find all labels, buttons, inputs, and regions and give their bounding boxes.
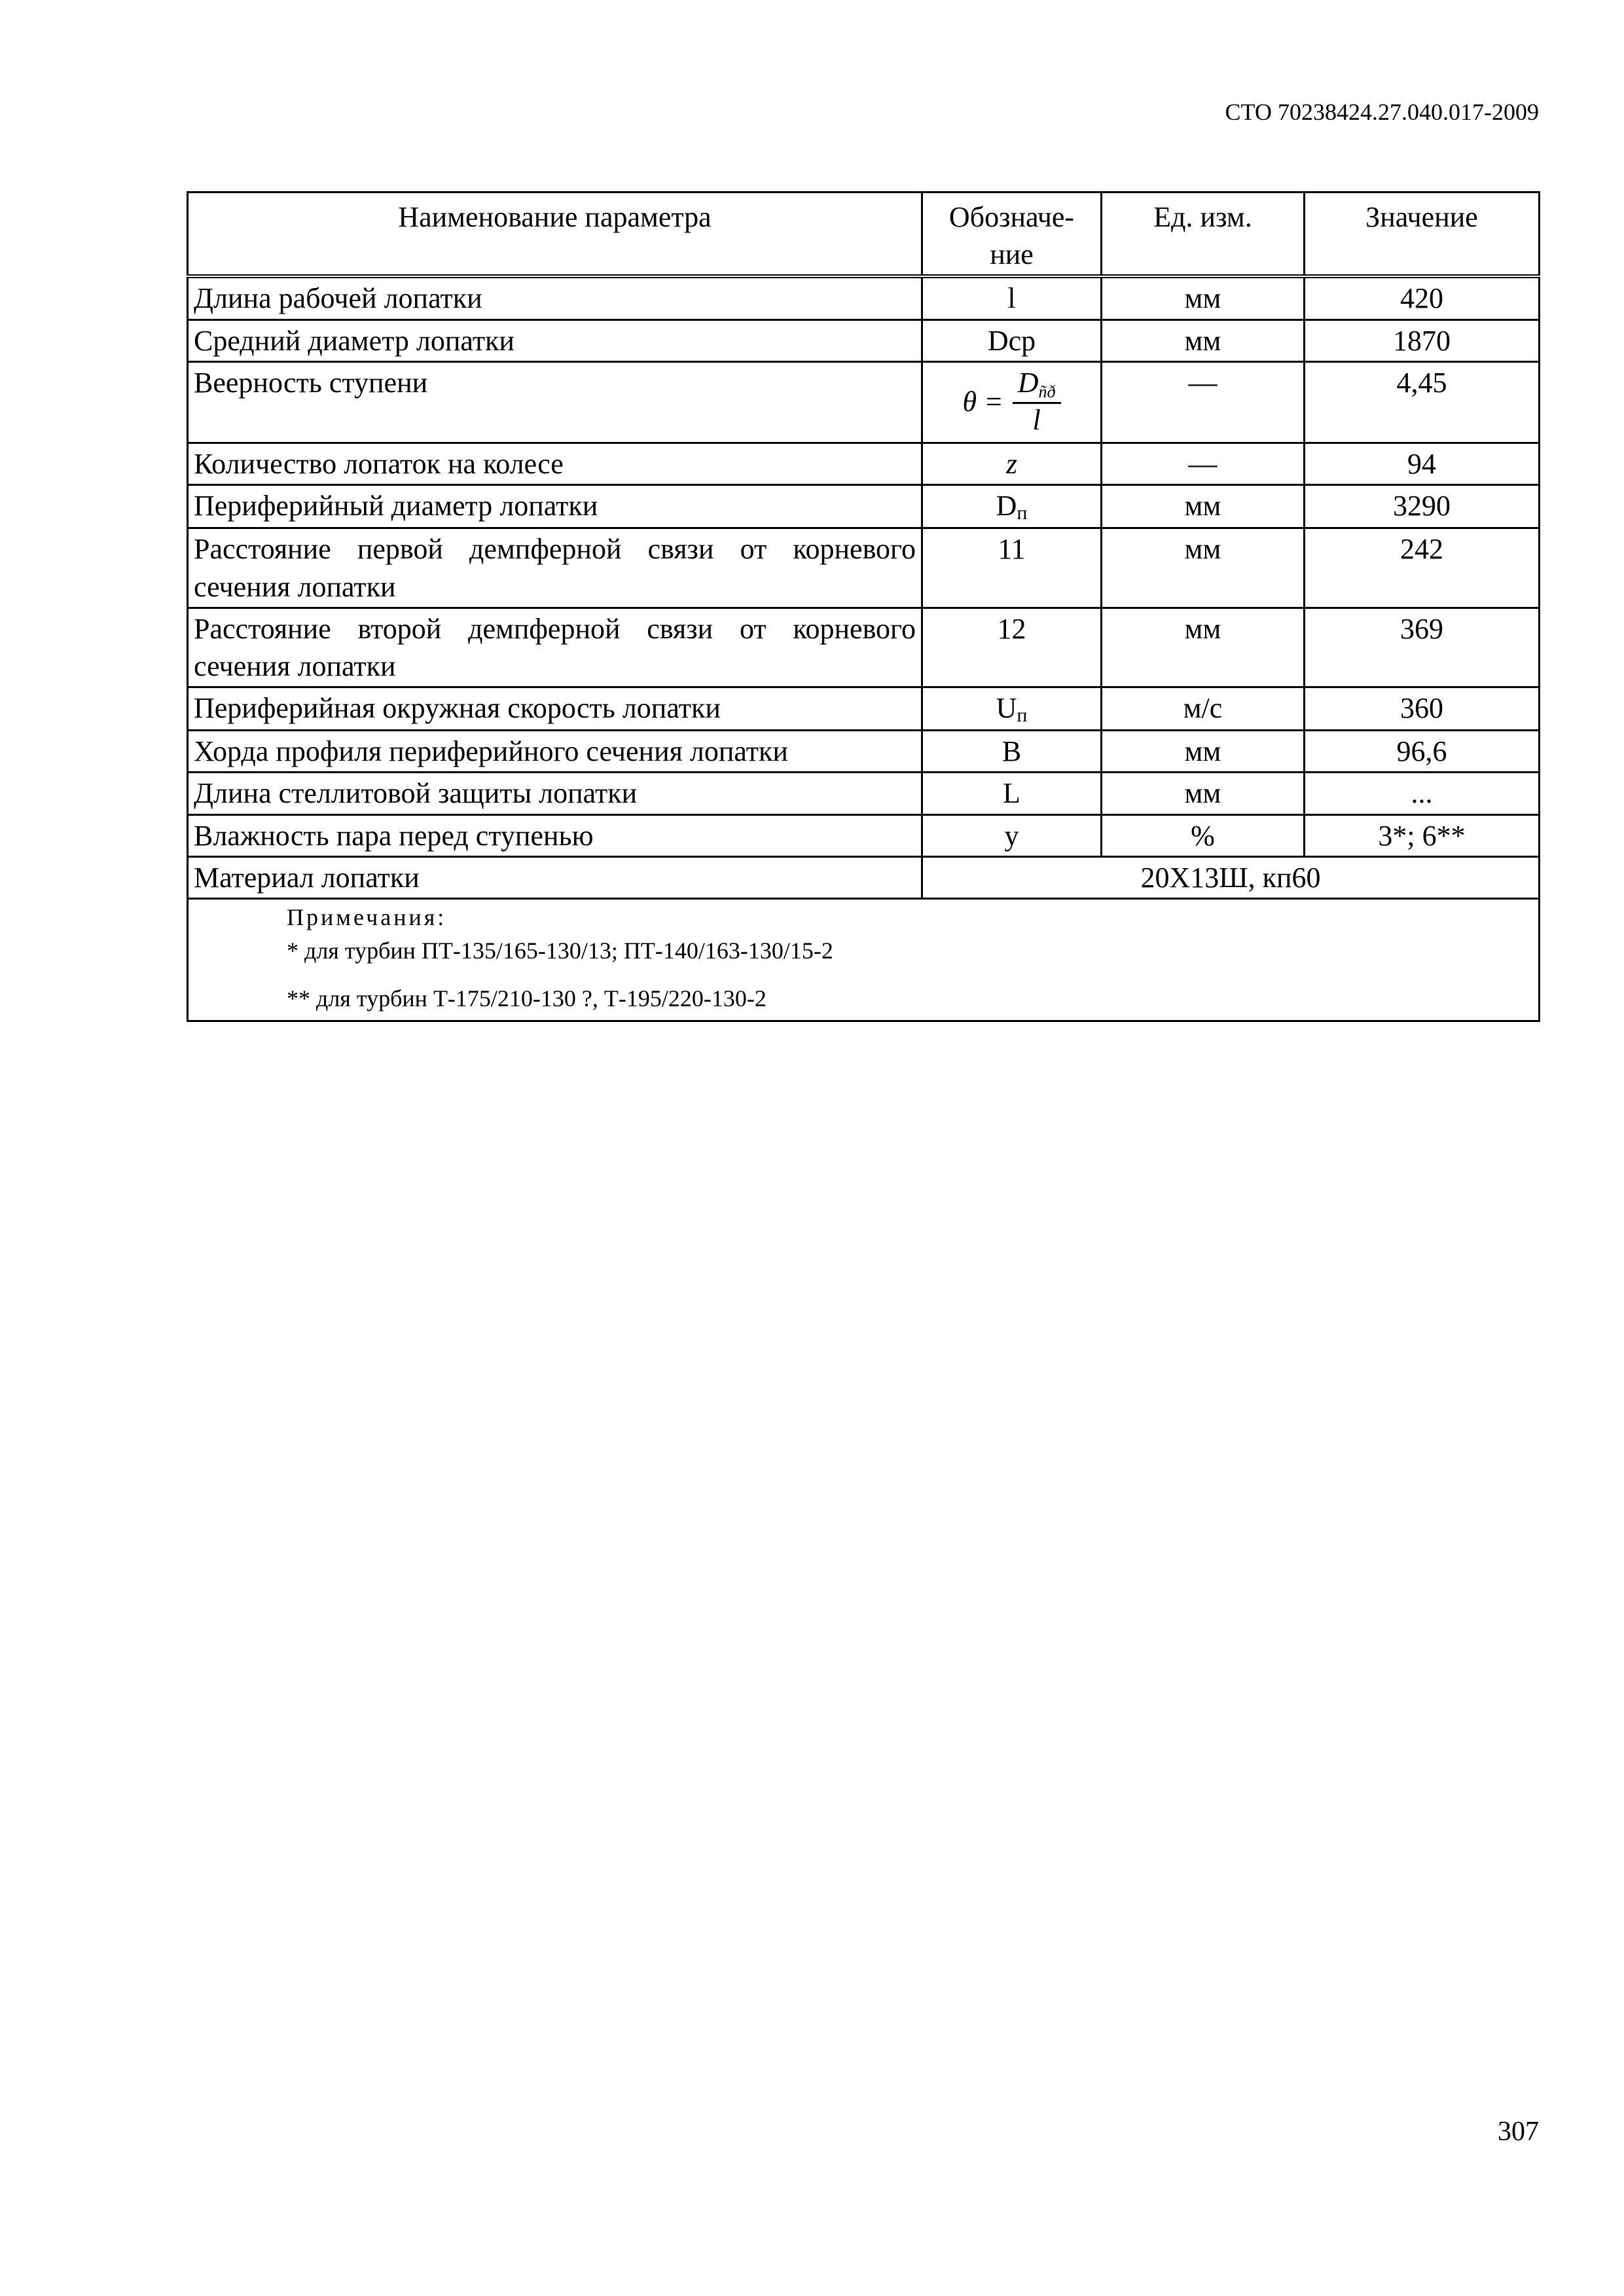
table-row [188,773,1540,814]
column-header-unit: Ед. изм. [1102,192,1305,277]
column-header-symbol: Обозначе- ние [922,192,1102,277]
param-symbol: z [922,443,1102,485]
formula-numerator: Dñð [1013,367,1061,404]
notes-row [188,898,1540,1021]
param-value: 360 [1305,687,1540,731]
param-unit: м/с [1102,687,1305,731]
param-unit: — [1102,361,1305,443]
param-unit: мм [1102,773,1305,814]
param-symbol: $D_п$ [922,485,1102,528]
table-row [188,528,1540,608]
param-value: 4,45 [1305,361,1540,443]
document-code: СТО 70238424.27.040.017-2009 [1225,99,1539,125]
column-header-value: Значение [1305,192,1540,277]
formula-denominator: l [1032,403,1041,436]
param-unit: % [1102,814,1305,856]
param-value: 94 [1305,443,1540,485]
material-name: Материал лопатки [188,856,922,898]
param-symbol: l [922,276,1102,319]
table-row [188,361,1540,443]
param-name: Хорда профиля периферийного сечения лопатки [188,731,922,773]
param-unit: мм [1102,319,1305,361]
material-value: 20Х13Ш, кп60 [922,856,1540,898]
param-symbol: 12 [922,608,1102,687]
notes-cell [188,898,1540,1021]
table-row [188,687,1540,731]
param-value: 369 [1305,608,1540,687]
param-name: Влажность пара перед ступенью [188,814,922,856]
note-line: ** для турбин Т-175/210-130 ?, Т-195/220-130-2 [287,985,767,1011]
param-unit: мм [1102,731,1305,773]
column-header-parameter: Наименование параметра [188,192,922,277]
param-name: Расстояние второй демпферной связи от корневого сечения лопатки [188,608,922,687]
param-unit: мм [1102,528,1305,608]
param-name: Периферийный диаметр лопатки [188,485,922,528]
param-value: 3*; 6** [1305,814,1540,856]
table-row [188,814,1540,856]
param-unit: мм [1102,485,1305,528]
param-value: 3290 [1305,485,1540,528]
param-value: 1870 [1305,319,1540,361]
table-row [188,276,1540,319]
param-name: Длина рабочей лопатки [188,276,922,319]
table-row [188,443,1540,485]
formula-fraction [1013,367,1061,437]
material-row [188,856,1540,898]
param-symbol: B [922,731,1102,773]
table-header-row [188,192,1540,277]
param-unit: — [1102,443,1305,485]
parameters-table [187,191,1540,1022]
table-row [188,731,1540,773]
param-name: Веерность ступени [188,361,922,443]
table-row [188,485,1540,528]
fan-ratio-formula [962,364,1060,441]
param-unit: мм [1102,276,1305,319]
param-symbol: 11 [922,528,1102,608]
param-symbol: L [922,773,1102,814]
param-value: 420 [1305,276,1540,319]
table-row [188,608,1540,687]
param-name: Периферийная окружная скорость лопатки [188,687,922,731]
param-symbol: $U_п$ [922,687,1102,731]
param-symbol-formula [922,361,1102,443]
formula-lhs: θ = [962,385,1003,418]
param-symbol: Dср [922,319,1102,361]
param-name: Количество лопаток на колесе [188,443,922,485]
note-line: * для турбин ПТ-135/165-130/13; ПТ-140/163-130/15-2 [287,937,833,964]
notes-title: Примечания: [287,903,447,930]
param-name: Длина стеллитовой защиты лопатки [188,773,922,814]
table-row [188,319,1540,361]
param-value: 96,6 [1305,731,1540,773]
param-name: Расстояние первой демпферной связи от корневого сечения лопатки [188,528,922,608]
param-value: ... [1305,773,1540,814]
param-unit: мм [1102,608,1305,687]
param-value: 242 [1305,528,1540,608]
param-symbol: y [922,814,1102,856]
param-name: Средний диаметр лопатки [188,319,922,361]
page-number: 307 [1498,2117,1539,2147]
